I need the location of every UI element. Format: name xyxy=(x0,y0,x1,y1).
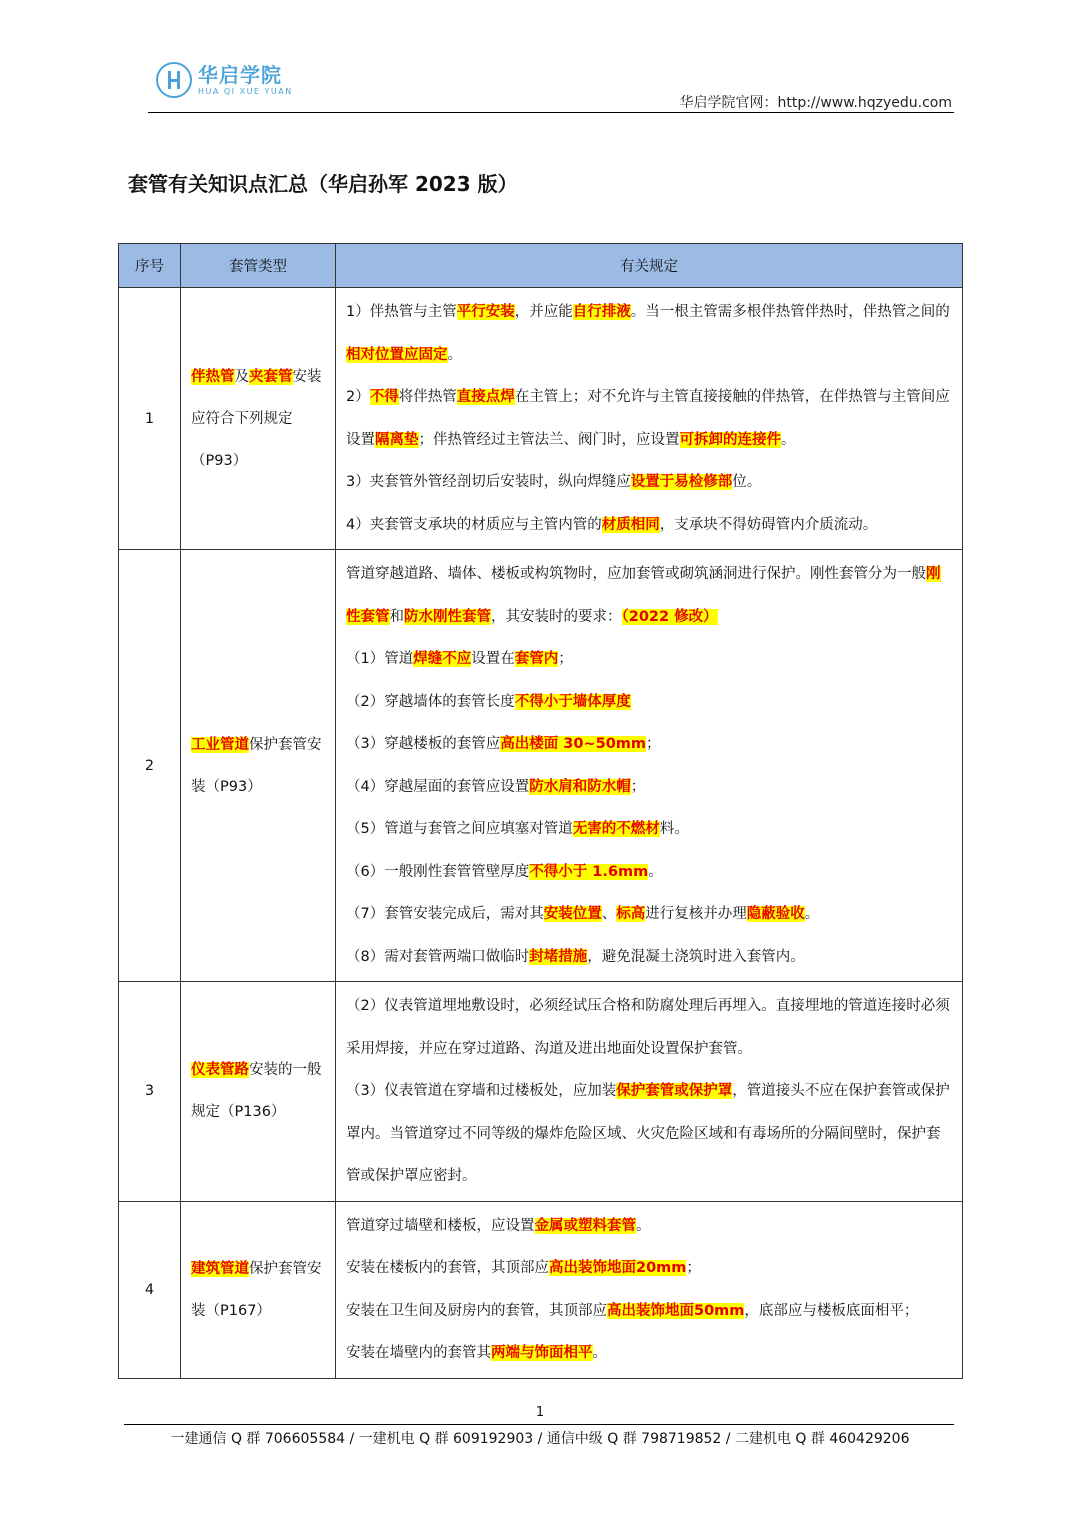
text-segment: ，并应能 xyxy=(514,304,573,320)
text-segment: 安装在卫生间及厨房内的套管，其顶部应 xyxy=(346,1302,607,1319)
row-type xyxy=(181,550,336,982)
text-segment: （8）需对套管两端口做临时 xyxy=(346,948,530,965)
highlight-text: 自行排液 xyxy=(572,304,631,320)
highlight-text: 防水刚性套管 xyxy=(404,608,491,625)
row-rules xyxy=(336,288,963,550)
logo-name: 华启学院 xyxy=(198,62,282,87)
text-segment: 4）夹套管支承块的材质应与主管内管的 xyxy=(346,516,602,533)
row-rules xyxy=(336,982,963,1202)
row-type xyxy=(181,982,336,1202)
row-number: 1 xyxy=(119,288,181,550)
rule-paragraph xyxy=(346,766,954,809)
text-segment: 3）夹套管外管经剖切后安装时，纵向焊缝应 xyxy=(346,474,631,490)
text-segment: ； xyxy=(686,1260,701,1276)
row-number: 4 xyxy=(119,1201,181,1378)
highlight-text: 套管内 xyxy=(514,651,559,667)
rule-paragraph xyxy=(346,1205,954,1248)
highlight-text: 高出装饰地面50mm xyxy=(607,1302,745,1319)
text-segment: 保护套管安装（P93） xyxy=(191,736,322,795)
highlight-text: 可拆卸的连接件 xyxy=(679,431,781,448)
rule-paragraph xyxy=(346,808,954,851)
header-type: 套管类型 xyxy=(181,244,336,288)
highlight-text: 无害的不燃材 xyxy=(572,821,660,837)
highlight-text: 仪表管路 xyxy=(191,1062,249,1079)
table-row xyxy=(119,288,963,550)
text-segment: ；伴热管经过主管法兰、阀门时，应设置 xyxy=(418,431,680,448)
page-number: 1 xyxy=(535,1405,545,1420)
highlight-text: 隐蔽验收 xyxy=(746,906,805,922)
table-row xyxy=(119,982,963,1202)
highlight-text: 安装位置 xyxy=(543,906,602,922)
highlight-text: 隔离垫 xyxy=(375,431,419,448)
header-no: 序号 xyxy=(119,244,181,288)
rule-paragraph xyxy=(346,553,954,638)
text-segment: （5）管道与套管之间应填塞对管道 xyxy=(346,821,573,837)
highlight-text: 金属或塑料套管 xyxy=(534,1217,636,1234)
highlight-text: 高出楼面 30~50mm xyxy=(500,736,647,752)
table-header-row xyxy=(119,244,963,288)
rule-paragraph xyxy=(346,638,954,681)
row-rules xyxy=(336,550,963,982)
text-segment: 及 xyxy=(234,368,249,385)
text-segment: 和 xyxy=(389,608,404,625)
rule-paragraph xyxy=(346,936,954,979)
site-url: 华启学院官网：http://www.hqzyedu.com xyxy=(679,95,952,111)
logo xyxy=(156,58,293,102)
text-segment: 将伴热管 xyxy=(398,389,457,405)
text-segment: ； xyxy=(558,651,573,667)
highlight-text: 不得小于墙体厚度 xyxy=(514,693,631,710)
text-segment: ，避免混凝土浇筑时进入套管内。 xyxy=(587,948,805,965)
highlight-text: 伴热管 xyxy=(191,368,235,385)
rule-paragraph xyxy=(346,291,954,376)
highlight-text: 防水肩和防水帽 xyxy=(529,778,631,795)
text-segment: 安装应符合下列规定（P93） xyxy=(191,368,322,469)
text-segment: 、 xyxy=(601,906,617,922)
text-segment: 安装在楼板内的套管，其顶部应 xyxy=(346,1260,549,1276)
text-segment: （4）穿越屋面的套管应设置 xyxy=(346,778,530,795)
rule-paragraph xyxy=(346,376,954,461)
rule-paragraph xyxy=(346,893,954,936)
text-segment: 料。 xyxy=(659,821,689,837)
row-type xyxy=(181,288,336,550)
highlight-text: 高出装饰地面20mm xyxy=(549,1260,687,1276)
text-segment: 。当一根主管需多根伴热管伴热时，伴热管之间的 xyxy=(630,304,950,320)
highlight-text: 直接点焊 xyxy=(456,389,515,405)
rule-paragraph xyxy=(346,1247,954,1290)
rule-paragraph xyxy=(346,985,954,1070)
highlight-text: 焊缝不应 xyxy=(413,651,472,667)
page-title: 套管有关知识点汇总（华启孙军 2023 版） xyxy=(128,172,518,196)
highlight-text: 平行安装 xyxy=(456,304,515,320)
text-segment: 。 xyxy=(592,1345,607,1361)
text-segment: （3）仪表管道在穿墙和过楼板处，应加装 xyxy=(346,1083,617,1099)
text-segment: 2） xyxy=(346,389,370,405)
text-segment: ； xyxy=(646,736,661,752)
highlight-text: 封堵措施 xyxy=(529,948,588,965)
rule-paragraph xyxy=(346,723,954,766)
text-segment: （6）一般刚性套管管壁厚度 xyxy=(346,863,530,880)
text-segment: （2）仪表管道埋地敷设时，必须经试压合格和防腐处理后再埋入。直接埋地的管道连接时必须采用焊接，并应在穿过道路、沟道及进出地面处设置保护套管。 xyxy=(346,998,950,1057)
table-row xyxy=(119,1201,963,1378)
rules-table xyxy=(118,243,963,1379)
text-segment: 安装的一般规定（P136） xyxy=(191,1062,322,1121)
text-segment: （1）管道 xyxy=(346,651,414,667)
logo-mark-icon xyxy=(156,62,192,98)
row-type xyxy=(181,1201,336,1378)
rule-paragraph xyxy=(346,1290,954,1333)
text-segment: 管道穿过墙壁和楼板，应设置 xyxy=(346,1217,535,1234)
text-segment: 设置在 xyxy=(471,651,515,667)
rule-paragraph xyxy=(346,1332,954,1375)
highlight-text: 两端与饰面相平 xyxy=(491,1345,593,1361)
text-segment: 1）伴热管与主管 xyxy=(346,304,457,320)
table-row xyxy=(119,550,963,982)
text-segment: 。 xyxy=(781,431,796,448)
highlight-text: 材质相同 xyxy=(601,516,660,533)
header-divider xyxy=(148,112,954,113)
text-segment: （3）穿越楼板的套管应 xyxy=(346,736,501,752)
text-segment: 安装在墙壁内的套管其 xyxy=(346,1345,491,1361)
highlight-text: 建筑管道 xyxy=(191,1260,249,1277)
text-segment: ，底部应与楼板底面相平； xyxy=(744,1302,919,1319)
text-segment: （2）穿越墙体的套管长度 xyxy=(346,693,515,710)
rule-paragraph xyxy=(346,681,954,724)
text-segment: 。 xyxy=(447,346,462,363)
highlight-text: 刚性套管 xyxy=(346,566,941,625)
row-number: 3 xyxy=(119,982,181,1202)
text-segment: 管道穿越道路、墙体、楼板或构筑物时，应加套管或砌筑涵洞进行保护。刚性套管分为一般 xyxy=(346,566,926,582)
text-segment: ，其安装时的要求： xyxy=(491,608,622,625)
highlight-text: 夹套管 xyxy=(249,368,293,385)
highlight-text: 不得小于 1.6mm xyxy=(529,863,649,880)
header-rules: 有关规定 xyxy=(336,244,963,288)
highlight-text: 保护套管或保护罩 xyxy=(616,1083,733,1099)
highlight-text: 设置于易检修部 xyxy=(630,474,733,490)
highlight-text: 相对位置应固定 xyxy=(346,346,448,363)
text-segment: 在主管上；对不允许与主管直接接触的伴热管，在伴热管与主管间应设置 xyxy=(346,389,950,448)
highlight-text: 工业管道 xyxy=(191,736,249,753)
row-rules xyxy=(336,1201,963,1378)
rule-paragraph xyxy=(346,1070,954,1198)
highlight-text: （2022 修改） xyxy=(621,608,718,625)
footer-contacts: 一建通信 Q 群 706605584 / 一建机电 Q 群 609192903 / 通信中级 Q 群 798719852 / 二建机电 Q 群 460429206 xyxy=(170,1431,910,1447)
text-segment: ； xyxy=(630,778,646,795)
logo-pinyin: HUA QI XUE YUAN xyxy=(198,86,293,96)
rule-paragraph xyxy=(346,504,954,547)
row-number: 2 xyxy=(119,550,181,982)
text-segment: （7）套管安装完成后，需对其 xyxy=(346,906,544,922)
text-segment: 。 xyxy=(636,1217,651,1234)
rule-paragraph xyxy=(346,461,954,504)
text-segment: ，管道接头不应在保护套管或保护罩内。当管道穿过不同等级的爆炸危险区域、火灾危险区域和有毒场所的分隔间壁时，保护套管或保护罩应密封。 xyxy=(346,1083,950,1184)
rule-paragraph xyxy=(346,851,954,894)
text-segment: 进行复核并办理 xyxy=(645,906,747,922)
text-segment: 。 xyxy=(648,863,663,880)
text-segment: 位。 xyxy=(732,474,762,490)
footer-divider xyxy=(124,1424,954,1425)
highlight-text: 不得 xyxy=(369,389,399,405)
text-segment: 。 xyxy=(804,906,820,922)
text-segment: ，支承块不得妨碍管内介质流动。 xyxy=(659,516,878,533)
highlight-text: 标高 xyxy=(616,906,646,922)
text-segment: 保护套管安装（P167） xyxy=(191,1260,322,1319)
